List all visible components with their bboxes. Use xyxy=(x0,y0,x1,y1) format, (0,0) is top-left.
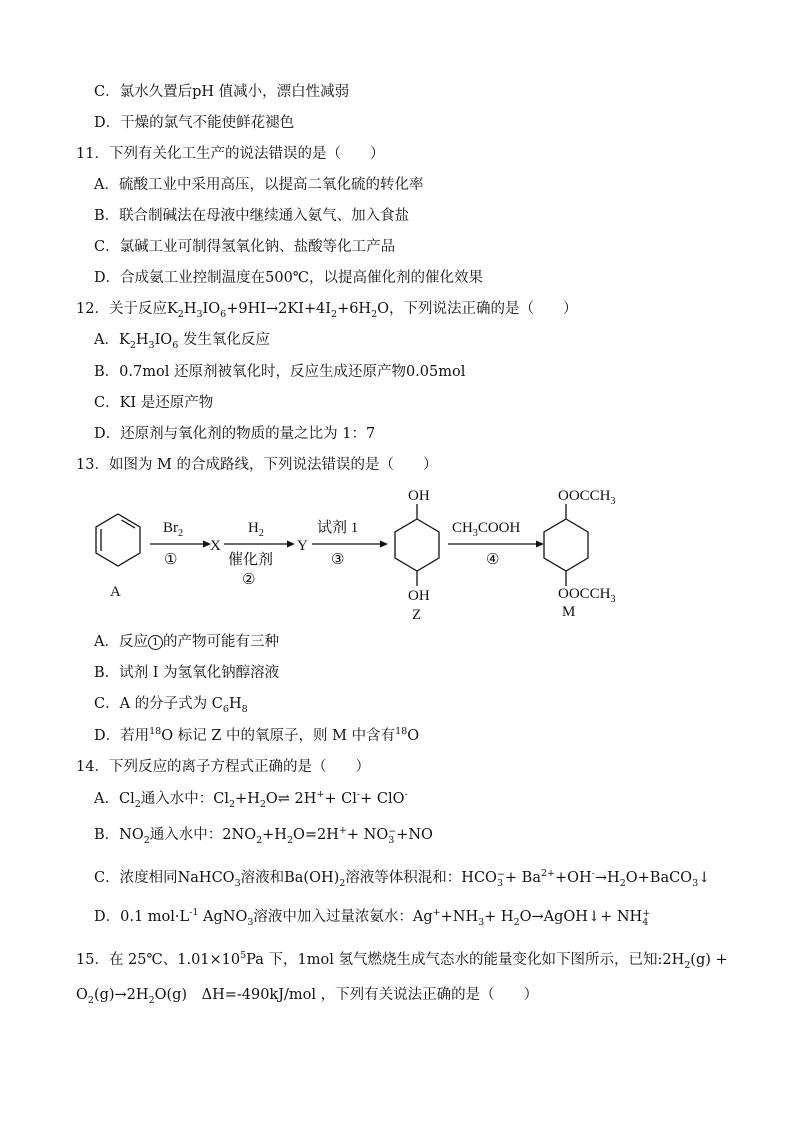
question-12-option-a: A．$K_2H_3IO_6$ 发生氧化反应 xyxy=(94,332,270,351)
synthesis-route-scheme xyxy=(76,482,716,622)
question-14-option-c: C．浓度相同NaHCO$_3$溶液和$Ba(OH)_2$溶液等体积混和：HCO− $3 + Ba^{2+}+OH^-\to H_2O+BaCO_3↓$ xyxy=(94,868,711,889)
question-12-stem: 12．关于反应$K_2H_3IO_6+9HI\to 2KI+4I_2+6H_2O$，下列说法正确的是（ ） xyxy=(76,301,578,320)
question-11-option-a: A．硫酸工业中采用高压，以提高二氧化硫的转化率 xyxy=(94,177,424,193)
step-3-label: ③ xyxy=(331,552,345,568)
cyclohexanediol-structure-z xyxy=(395,504,439,586)
question-13-option-c: C．A 的分子式为 $C_6H_8$ xyxy=(94,696,248,715)
reagent-h2: $H_2$ xyxy=(248,520,264,539)
z-bottom-oh: OH xyxy=(408,588,430,604)
label-x: X xyxy=(210,538,221,554)
label-a: A xyxy=(110,584,121,600)
question-11-option-d: D．合成氨工业控制温度在500℃，以提高催化剂的催化效果 xyxy=(94,270,484,286)
label-z: Z xyxy=(412,607,422,622)
cyclohexadiene-structure-a xyxy=(96,514,140,566)
question-11-option-c: C．氯碱工业可制得氢氧化钠、盐酸等化工产品 xyxy=(94,239,396,255)
reagent-acetic-acid: $CH_3COOH$ xyxy=(452,520,521,539)
question-12-option-b: B．0.7mol 还原剂被氧化时，反应生成还原产物0.05mol xyxy=(94,364,466,380)
reagent-1-label: 试剂 1 xyxy=(317,520,359,536)
label-y: Y xyxy=(297,538,308,554)
question-15-line-2: $O_2(g)\to 2H_2O(g)$ ΔH=-490kJ/mol ，下列有关说法正确的是（ ） xyxy=(76,987,539,1006)
step-1-label: ① xyxy=(164,552,178,568)
diacetate-structure-m xyxy=(544,504,588,586)
arrow-head-2 xyxy=(287,541,295,548)
step-2-label: ② xyxy=(242,572,256,588)
question-11-option-b: B．联合制碱法在母液中继续通入氨气、加入食盐 xyxy=(94,208,410,224)
m-bottom-ester: $OOCCH_3$ xyxy=(558,586,616,605)
question-11-stem: 11．下列有关化工生产的说法错误的是（ ） xyxy=(76,146,385,162)
m-top-ester: $OOCCH_3$ xyxy=(558,488,616,507)
catalyst-label: 催化剂 xyxy=(228,552,274,568)
prev-option-d: D．干燥的氯气不能使鲜花褪色 xyxy=(94,115,295,131)
arrow-head-3 xyxy=(380,541,388,548)
arrow-head-4 xyxy=(536,541,544,548)
question-14-stem: 14．下列反应的离子方程式正确的是（ ） xyxy=(76,759,370,775)
question-13-option-a: A．反应 1 的产物可能有三种 xyxy=(94,634,279,650)
prev-option-c: C．氯水久置后pH 值减小，漂白性减弱 xyxy=(94,84,350,100)
question-14-option-d: D．0.1 $mol\cdot L^{-1}$ AgNO$_3$溶液中加入过量浓氨水：$Ag^++NH_3+$ $H_2O\to AgOH↓+ NH+$ 4 xyxy=(94,907,651,928)
circled-one: 1 xyxy=(148,635,163,650)
question-13-stem: 13．如图为 M 的合成路线，下列说法错误的是（ ） xyxy=(76,457,438,473)
question-12-option-d: D．还原剂与氧化剂的物质的量之比为 1：7 xyxy=(94,426,376,442)
z-top-oh: OH xyxy=(408,488,430,504)
question-14-option-b: B．$NO_2$通入水中：$2NO_2+H_2O=2H^++ NO-$ 3 +NO xyxy=(94,825,433,846)
reagent-br2: $Br_2$ xyxy=(163,520,183,539)
question-14-option-a: A．$Cl_2$通入水中：$Cl_2+H_2O\rightleftharpoons$ 2H++ Cl-+ ClO- xyxy=(94,789,408,810)
question-13-option-d: D．若用$^{18}$O 标记 Z 中的氧原子，则 M 中含有$^{18}$O xyxy=(94,726,420,744)
label-m: M xyxy=(562,604,576,620)
question-15-line-1: 15．在 25℃、$1.01\times 10^5Pa$ 下，1mol 氢气燃烧生成气态水的能量变化如下图所示，已知$:2H_2(g)$ + xyxy=(76,950,728,971)
question-13-option-b: B．试剂 I 为氢氧化钠醇溶液 xyxy=(94,665,280,681)
question-12-option-c: C．KI 是还原产物 xyxy=(94,395,214,411)
step-4-label: ④ xyxy=(486,552,500,568)
